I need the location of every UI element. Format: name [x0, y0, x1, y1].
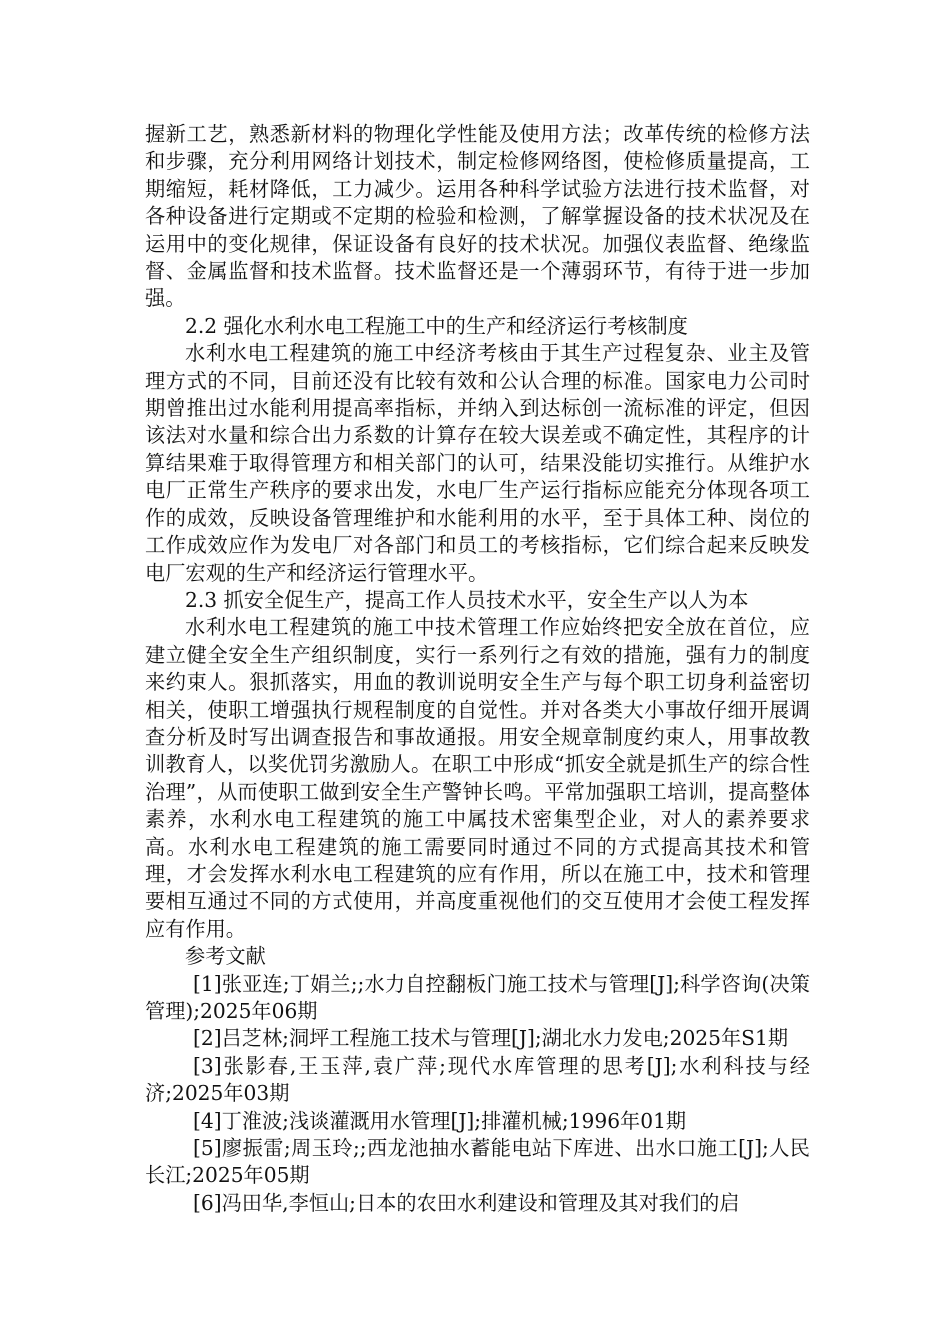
references-heading: 参考文献 [185, 944, 266, 969]
reference-item-3: [3]张影春,王玉萍,袁广萍;现代水库管理的思考[J];水利科技与经济;2025年03期 [145, 1053, 810, 1106]
body-paragraph-1: 握新工艺，熟悉新材料的物理化学性能及使用方法；改革传统的检修方法和步骤，充分利用网络计划技术，制定检修网络图，使检修质量提高，工期缩短，耗材降低，工力减少。运用各种科学试验方法进行技术监督，对各种设备进行定期或不定期的检验和检测，了解掌握设备的技术状况及在运用中的变化规律，保证设备有良好的技术状况。加强仪表监督、绝缘监督、金属监督和技术监督。技术监督还是一个薄弱环节，有待于进一步加强。 [145, 122, 810, 311]
reference-item-4: [4]丁淮波;浅谈灌溉用水管理[J];排灌机械;1996年01期 [193, 1108, 687, 1133]
document-page [145, 121, 810, 1217]
section-heading-2-2: 2.2 强化水利水电工程施工中的生产和经济运行考核制度 [185, 313, 688, 338]
section-heading-2-3: 2.3 抓安全促生产，提高工作人员技术水平，安全生产以人为本 [185, 587, 749, 612]
body-paragraph-3: 水利水电工程建筑的施工中技术管理工作应始终把安全放在首位，应建立健全安全生产组织制度，实行一系列行之有效的措施，强有力的制度来约束人。狠抓落实，用血的教训说明安全生产与每个职工切身利益密切相关，使职工增强执行规程制度的自觉性。并对各类大小事故仔细开展调查分析及时写出调查报告和事故通报。用安全规章制度约束人，用事故教训教育人，以奖优罚劣激励人。在职工中形成“抓安全就是抓生产的综合性治理”，从而使职工做到安全生产警钟长鸣。平常加强职工培训，提高整体素养，水利水电工程建筑的施工中属技术密集型企业，对人的素养要求高。水利水电工程建筑的施工需要同时通过不同的方式提高其技术和管理，才会发挥水利水电工程建筑的应有作用，所以在施工中，技术和管理要相互通过不同的方式使用，并高度重视他们的交互使用才会使工程发挥应有作用。 [145, 615, 810, 941]
reference-item-5: [5]廖振雷;周玉玲;;西龙池抽水蓄能电站下库进、出水口施工[J];人民长江;2025年05期 [145, 1136, 810, 1188]
body-paragraph-2: 水利水电工程建筑的施工中经济考核由于其生产过程复杂、业主及管理方式的不同，目前还没有比较有效和公认合理的标准。国家电力公司时期曾推出过水能利用提高率指标，并纳入到达标创一流标准的评定，但因该法对水量和综合出力系数的计算存在较大误差或不确定性，其程序的计算结果难于取得管理方和相关部门的认可，结果没能切实推行。从维护水电厂正常生产秩序的要求出发，水电厂生产运行指标应能充分体现各项工作的成效，反映设备管理维护和水能利用的水平，至于具体工种、岗位的工作成效应作为发电厂对各部门和员工的考核指标，它们综合起来反映发电厂宏观的生产和经济运行管理水平。 [145, 341, 810, 585]
reference-item-2: [2]吕芝林;洞坪工程施工技术与管理[J];湖北水力发电;2025年S1期 [193, 1026, 789, 1051]
reference-item-1: [1]张亚连;丁娟兰;;水力自控翻板门施工技术与管理[J];科学咨询(决策管理);2025年06期 [145, 971, 810, 1023]
reference-item-6: [6]冯田华,李恒山;日本的农田水利建设和管理及其对我们的启 [193, 1190, 740, 1215]
